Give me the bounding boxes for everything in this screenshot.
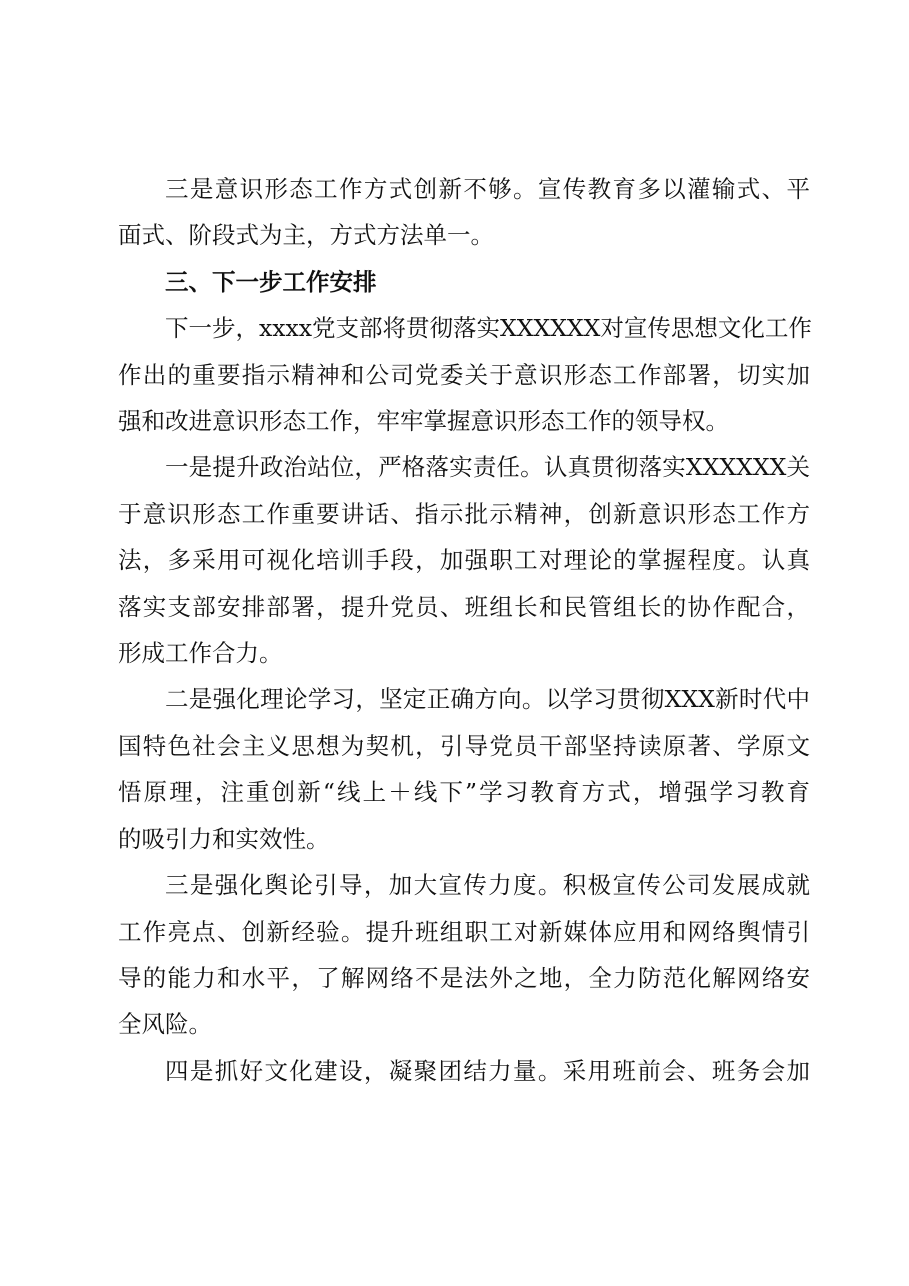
- text-line: 三是意识形态工作方式创新不够。宣传教育多以灌输式、平: [165, 175, 810, 203]
- text-line: 面式、阶段式为主，方式方法单一。: [118, 221, 494, 250]
- section-heading: [118, 259, 810, 305]
- text-line: 的吸引力和实效性。: [118, 824, 330, 853]
- text-line: 悟原理，注重创新“线上＋线下”学习教育方式，增强学习教育: [118, 778, 810, 807]
- paragraph-ideology-innovation: [118, 166, 810, 259]
- text-line: 三是强化舆论引导，加大宣传力度。积极宣传公司发展成就: [165, 871, 810, 900]
- paragraph-culture-building: [118, 1048, 810, 1094]
- paragraph-theory-study: [118, 676, 810, 862]
- text-line: 作出的重要指示精神和公司党委关于意识形态工作部署，切实加: [118, 360, 810, 389]
- text-line: 四是抓好文化建设，凝聚团结力量。采用班前会、班务会加: [165, 1056, 810, 1085]
- text-line: 于意识形态工作重要讲话、指示批示精神，创新意识形态工作方: [118, 499, 810, 528]
- text-line: 强和改进意识形态工作，牢牢掌握意识形态工作的领导权。: [118, 407, 729, 436]
- text-line: 工作亮点、创新经验。提升班组职工对新媒体应用和网络舆情引: [118, 917, 810, 946]
- paragraph-public-opinion: [118, 862, 810, 1048]
- text-line: 二是强化理论学习，坚定正确方向。以学习贯彻XXX新时代中: [165, 685, 810, 714]
- text-line: 法，多采用可视化培训手段，加强职工对理论的掌握程度。认真: [118, 546, 810, 575]
- paragraph-political-standing: [118, 444, 810, 676]
- document-page: [118, 166, 810, 1094]
- text-line: 导的能力和水平，了解网络不是法外之地，全力防范化解网络安: [118, 963, 810, 992]
- text-line: 全风险。: [118, 1010, 212, 1039]
- text-line: 国特色社会主义思想为契机，引导党员干部坚持读原著、学原文: [118, 731, 810, 760]
- text-line: 形成工作合力。: [118, 639, 283, 668]
- text-line: 落实支部安排部署，提升党员、班组长和民管组长的协作配合，: [118, 592, 810, 621]
- text-line: 下一步，xxxx党支部将贯彻落实XXXXXX对宣传思想文化工作: [165, 314, 812, 343]
- text-line: 一是提升政治站位，严格落实责任。认真贯彻落实XXXXXX关: [165, 453, 810, 482]
- heading-text: 三、下一步工作安排: [165, 267, 377, 296]
- paragraph-next-steps-intro: [118, 305, 810, 444]
